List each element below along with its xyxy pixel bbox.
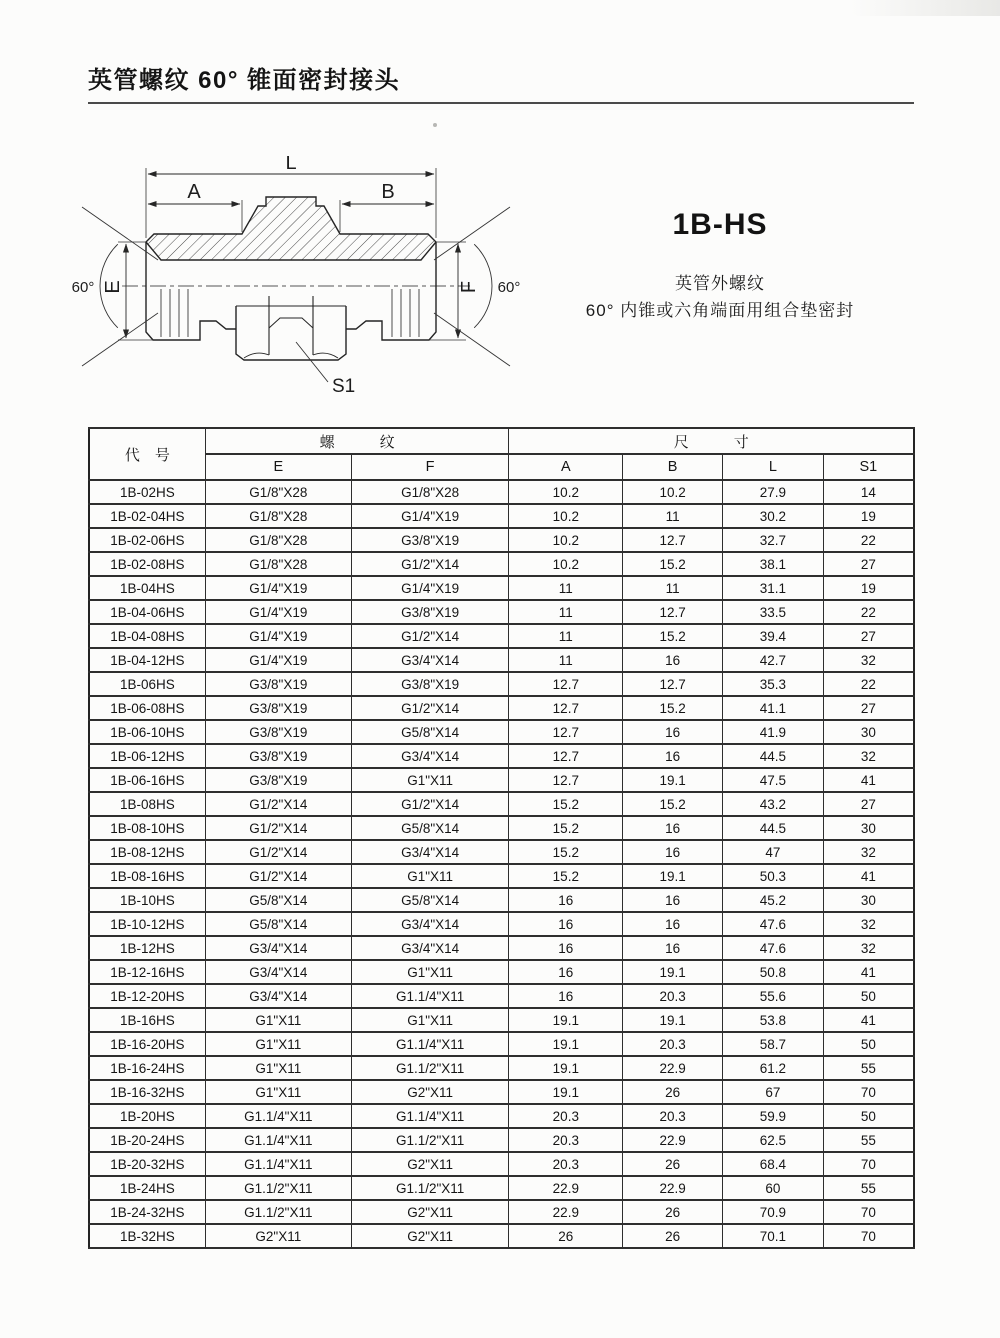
cell-dim-a: 11: [509, 576, 623, 600]
fitting-lower-right: [346, 286, 436, 340]
cell-dim-s1: 70: [823, 1200, 914, 1224]
product-info: [520, 208, 920, 324]
cell-dim-s1: 14: [823, 480, 914, 504]
cell-dim-s1: 32: [823, 744, 914, 768]
cell-dim-a: 19.1: [509, 1080, 623, 1104]
cell-dim-s1: 30: [823, 720, 914, 744]
table-row: [89, 1080, 914, 1104]
cell-dim-b: 15.2: [623, 696, 723, 720]
fitting-lower-left: [146, 286, 236, 340]
cell-thread-f: G1.1/4"X11: [351, 1032, 509, 1056]
cell-dim-s1: 19: [823, 576, 914, 600]
cell-thread-f: G1/2"X14: [351, 792, 509, 816]
cell-thread-e: G1/2"X14: [205, 840, 351, 864]
dim-B: [340, 181, 434, 232]
cell-dim-b: 26: [623, 1200, 723, 1224]
cell-dim-l: 38.1: [723, 552, 824, 576]
cell-dim-l: 47: [723, 840, 824, 864]
cell-dim-s1: 32: [823, 648, 914, 672]
cell-dim-b: 20.3: [623, 984, 723, 1008]
cell-code: 1B-20-32HS: [89, 1152, 205, 1176]
cell-thread-e: G3/4"X14: [205, 936, 351, 960]
cell-dim-b: 26: [623, 1080, 723, 1104]
cell-dim-b: 26: [623, 1152, 723, 1176]
cell-dim-a: 16: [509, 960, 623, 984]
cell-dim-a: 20.3: [509, 1104, 623, 1128]
cell-dim-l: 58.7: [723, 1032, 824, 1056]
cell-dim-a: 15.2: [509, 840, 623, 864]
dim-label-A: A: [187, 181, 201, 203]
cell-dim-b: 15.2: [623, 624, 723, 648]
cell-dim-b: 15.2: [623, 552, 723, 576]
cell-thread-e: G3/8"X19: [205, 672, 351, 696]
cell-code: 1B-06-10HS: [89, 720, 205, 744]
table-row: [89, 480, 914, 504]
cell-thread-f: G2"X11: [351, 1224, 509, 1248]
cell-dim-a: 12.7: [509, 744, 623, 768]
cell-dim-s1: 22: [823, 600, 914, 624]
cell-dim-l: 67: [723, 1080, 824, 1104]
cell-thread-e: G1.1/4"X11: [205, 1104, 351, 1128]
cell-dim-l: 27.9: [723, 480, 824, 504]
table-row: [89, 768, 914, 792]
cell-dim-a: 11: [509, 600, 623, 624]
cell-dim-b: 11: [623, 504, 723, 528]
cell-thread-e: G1/4"X19: [205, 624, 351, 648]
table-row: [89, 1104, 914, 1128]
product-description: [520, 270, 920, 324]
cell-thread-f: G3/4"X14: [351, 840, 509, 864]
table-row: [89, 1008, 914, 1032]
cell-thread-f: G1/8"X28: [351, 480, 509, 504]
cell-dim-s1: 32: [823, 840, 914, 864]
cell-dim-b: 16: [623, 648, 723, 672]
cell-dim-s1: 30: [823, 816, 914, 840]
cell-code: 1B-16-20HS: [89, 1032, 205, 1056]
cell-thread-e: G1.1/2"X11: [205, 1176, 351, 1200]
cell-dim-s1: 32: [823, 936, 914, 960]
cell-dim-s1: 55: [823, 1128, 914, 1152]
cell-dim-a: 12.7: [509, 768, 623, 792]
cell-dim-b: 12.7: [623, 528, 723, 552]
cell-code: 1B-06-16HS: [89, 768, 205, 792]
cell-dim-l: 59.9: [723, 1104, 824, 1128]
cell-thread-e: G5/8"X14: [205, 888, 351, 912]
cell-dim-l: 50.8: [723, 960, 824, 984]
cell-dim-l: 70.1: [723, 1224, 824, 1248]
cell-code: 1B-02-06HS: [89, 528, 205, 552]
dim-label-B: B: [381, 181, 395, 203]
cell-dim-l: 31.1: [723, 576, 824, 600]
cell-code: 1B-16HS: [89, 1008, 205, 1032]
cell-thread-e: G1/2"X14: [205, 864, 351, 888]
cell-dim-a: 19.1: [509, 1056, 623, 1080]
scan-artifact: [850, 0, 1000, 16]
cell-dim-b: 22.9: [623, 1056, 723, 1080]
cell-dim-b: 16: [623, 840, 723, 864]
cell-dim-s1: 27: [823, 552, 914, 576]
header-code: 代 号: [89, 428, 205, 480]
cell-dim-s1: 41: [823, 864, 914, 888]
cell-dim-l: 43.2: [723, 792, 824, 816]
cell-code: 1B-10HS: [89, 888, 205, 912]
cell-dim-a: 12.7: [509, 696, 623, 720]
cell-dim-l: 62.5: [723, 1128, 824, 1152]
cell-dim-l: 47.6: [723, 936, 824, 960]
cell-dim-l: 53.8: [723, 1008, 824, 1032]
cell-thread-e: G1"X11: [205, 1056, 351, 1080]
cell-thread-f: G3/4"X14: [351, 648, 509, 672]
cell-thread-f: G5/8"X14: [351, 720, 509, 744]
cell-thread-e: G3/4"X14: [205, 984, 351, 1008]
dim-label-F: F: [458, 280, 480, 294]
cell-dim-b: 26: [623, 1224, 723, 1248]
table-row: [89, 504, 914, 528]
cell-code: 1B-08-12HS: [89, 840, 205, 864]
cell-dim-l: 33.5: [723, 600, 824, 624]
cell-code: 1B-16-32HS: [89, 1080, 205, 1104]
angle-label-left: 60°: [71, 279, 95, 296]
title-underline: [88, 102, 914, 104]
cell-dim-a: 22.9: [509, 1200, 623, 1224]
cell-thread-e: G3/8"X19: [205, 696, 351, 720]
cell-dim-b: 16: [623, 936, 723, 960]
cell-thread-e: G2"X11: [205, 1224, 351, 1248]
cell-thread-e: G1"X11: [205, 1032, 351, 1056]
cell-thread-e: G1"X11: [205, 1080, 351, 1104]
cell-dim-a: 20.3: [509, 1152, 623, 1176]
header-S1: S1: [823, 454, 914, 480]
cell-thread-f: G2"X11: [351, 1152, 509, 1176]
cell-thread-e: G3/8"X19: [205, 768, 351, 792]
cell-dim-b: 19.1: [623, 1008, 723, 1032]
cell-dim-b: 20.3: [623, 1104, 723, 1128]
cell-dim-b: 11: [623, 576, 723, 600]
cell-thread-f: G3/4"X14: [351, 936, 509, 960]
cell-thread-f: G5/8"X14: [351, 816, 509, 840]
cell-thread-e: G1.1/2"X11: [205, 1200, 351, 1224]
cell-code: 1B-32HS: [89, 1224, 205, 1248]
header-E: E: [205, 454, 351, 480]
cell-thread-e: G5/8"X14: [205, 912, 351, 936]
table-row: [89, 888, 914, 912]
cell-dim-s1: 50: [823, 984, 914, 1008]
cell-code: 1B-24-32HS: [89, 1200, 205, 1224]
table-row: [89, 528, 914, 552]
cell-thread-e: G1/4"X19: [205, 648, 351, 672]
table-row: [89, 648, 914, 672]
cell-dim-s1: 70: [823, 1224, 914, 1248]
cell-thread-f: G2"X11: [351, 1080, 509, 1104]
cell-dim-s1: 27: [823, 696, 914, 720]
cell-dim-a: 22.9: [509, 1176, 623, 1200]
cell-code: 1B-12-16HS: [89, 960, 205, 984]
cell-thread-e: G1"X11: [205, 1008, 351, 1032]
cell-dim-s1: 70: [823, 1152, 914, 1176]
cell-thread-e: G1/2"X14: [205, 816, 351, 840]
cell-dim-l: 41.1: [723, 696, 824, 720]
cell-dim-b: 20.3: [623, 1032, 723, 1056]
cell-dim-s1: 55: [823, 1056, 914, 1080]
cell-dim-l: 50.3: [723, 864, 824, 888]
cell-dim-a: 15.2: [509, 792, 623, 816]
cell-dim-a: 16: [509, 912, 623, 936]
cell-code: 1B-06HS: [89, 672, 205, 696]
cell-dim-b: 16: [623, 744, 723, 768]
cell-thread-f: G1.1/2"X11: [351, 1128, 509, 1152]
cell-thread-e: G1/8"X28: [205, 552, 351, 576]
cell-code: 1B-02-08HS: [89, 552, 205, 576]
table-row: [89, 672, 914, 696]
dim-label-L: L: [285, 156, 297, 174]
cell-dim-l: 68.4: [723, 1152, 824, 1176]
cell-dim-b: 16: [623, 888, 723, 912]
cell-code: 1B-12-20HS: [89, 984, 205, 1008]
cell-dim-s1: 50: [823, 1032, 914, 1056]
cell-dim-a: 16: [509, 888, 623, 912]
cell-code: 1B-04-12HS: [89, 648, 205, 672]
table-row: [89, 1176, 914, 1200]
cell-code: 1B-04-08HS: [89, 624, 205, 648]
cell-thread-f: G1.1/2"X11: [351, 1056, 509, 1080]
cell-code: 1B-06-08HS: [89, 696, 205, 720]
cell-dim-a: 10.2: [509, 504, 623, 528]
cell-thread-e: G1/4"X19: [205, 576, 351, 600]
dim-label-E: E: [102, 280, 124, 294]
cell-dim-s1: 27: [823, 792, 914, 816]
product-code: 1B-HS: [672, 208, 768, 241]
cell-thread-f: G1/2"X14: [351, 552, 509, 576]
cell-thread-f: G1/4"X19: [351, 576, 509, 600]
cell-dim-l: 30.2: [723, 504, 824, 528]
cell-thread-f: G3/8"X19: [351, 528, 509, 552]
cell-thread-f: G3/4"X14: [351, 744, 509, 768]
cell-dim-a: 12.7: [509, 720, 623, 744]
cell-dim-a: 11: [509, 624, 623, 648]
cell-dim-a: 20.3: [509, 1128, 623, 1152]
angle-label-right: 60°: [497, 279, 521, 296]
cell-thread-e: G1/8"X28: [205, 480, 351, 504]
cell-code: 1B-06-12HS: [89, 744, 205, 768]
cell-code: 1B-02HS: [89, 480, 205, 504]
hex-chamfer: [269, 318, 313, 328]
cell-thread-f: G1/2"X14: [351, 624, 509, 648]
cell-dim-s1: 41: [823, 768, 914, 792]
cell-thread-f: G1.1/2"X11: [351, 1176, 509, 1200]
cell-code: 1B-08HS: [89, 792, 205, 816]
header-B: B: [623, 454, 723, 480]
cell-dim-s1: 41: [823, 960, 914, 984]
table-row: [89, 792, 914, 816]
cell-dim-l: 32.7: [723, 528, 824, 552]
cell-dim-s1: 27: [823, 624, 914, 648]
cell-dim-s1: 70: [823, 1080, 914, 1104]
cell-dim-l: 35.3: [723, 672, 824, 696]
table-row: [89, 720, 914, 744]
cell-dim-s1: 50: [823, 1104, 914, 1128]
cell-thread-f: G1.1/4"X11: [351, 984, 509, 1008]
cell-code: 1B-08-16HS: [89, 864, 205, 888]
hex-bottom-arc: [313, 353, 338, 358]
cell-dim-a: 10.2: [509, 528, 623, 552]
table-row: [89, 912, 914, 936]
cell-dim-a: 15.2: [509, 864, 623, 888]
cell-dim-l: 60: [723, 1176, 824, 1200]
cell-dim-l: 39.4: [723, 624, 824, 648]
cell-code: 1B-02-04HS: [89, 504, 205, 528]
cell-dim-b: 10.2: [623, 480, 723, 504]
table-row: [89, 840, 914, 864]
header-A: A: [509, 454, 623, 480]
cell-thread-f: G1"X11: [351, 1008, 509, 1032]
table-row: [89, 744, 914, 768]
cell-thread-f: G1/4"X19: [351, 504, 509, 528]
cell-thread-f: G1"X11: [351, 768, 509, 792]
cell-dim-b: 16: [623, 720, 723, 744]
table-row: [89, 576, 914, 600]
header-thread-group: 螺 纹: [205, 428, 509, 454]
cell-dim-s1: 41: [823, 1008, 914, 1032]
cell-dim-s1: 19: [823, 504, 914, 528]
cell-thread-f: G2"X11: [351, 1200, 509, 1224]
cell-thread-e: G3/4"X14: [205, 960, 351, 984]
hex-bottom-arc: [244, 353, 269, 358]
cell-dim-l: 44.5: [723, 744, 824, 768]
header-size-group: 尺 寸: [509, 428, 914, 454]
cell-dim-l: 44.5: [723, 816, 824, 840]
cell-dim-b: 22.9: [623, 1176, 723, 1200]
page-title: 英管螺纹 60° 锥面密封接头: [88, 67, 401, 94]
cell-thread-f: G3/4"X14: [351, 912, 509, 936]
cell-dim-l: 41.9: [723, 720, 824, 744]
cell-dim-a: 11: [509, 648, 623, 672]
cell-thread-f: G1.1/4"X11: [351, 1104, 509, 1128]
cell-dim-a: 12.7: [509, 672, 623, 696]
cell-thread-e: G1.1/4"X11: [205, 1152, 351, 1176]
cell-code: 1B-20-24HS: [89, 1128, 205, 1152]
cell-thread-e: G1.1/4"X11: [205, 1128, 351, 1152]
cell-thread-f: G5/8"X14: [351, 888, 509, 912]
cell-dim-a: 19.1: [509, 1032, 623, 1056]
scan-artifact: [433, 123, 437, 127]
cell-dim-s1: 22: [823, 528, 914, 552]
table-row: [89, 1032, 914, 1056]
cell-thread-e: G1/8"X28: [205, 504, 351, 528]
cell-dim-b: 12.7: [623, 600, 723, 624]
cell-dim-a: 16: [509, 984, 623, 1008]
hex-silhouette: [236, 306, 346, 360]
cell-code: 1B-12HS: [89, 936, 205, 960]
table-row: [89, 624, 914, 648]
cell-code: 1B-04-06HS: [89, 600, 205, 624]
cell-dim-l: 70.9: [723, 1200, 824, 1224]
cell-dim-l: 47.5: [723, 768, 824, 792]
table-row: [89, 1200, 914, 1224]
cell-dim-l: 42.7: [723, 648, 824, 672]
cell-thread-f: G1"X11: [351, 864, 509, 888]
cell-dim-l: 47.6: [723, 912, 824, 936]
description-line-1: 英管外螺纹: [675, 274, 765, 293]
table-row: [89, 960, 914, 984]
description-line-2: 60° 内锥或六角端面用组合垫密封: [585, 301, 855, 320]
cell-code: 1B-24HS: [89, 1176, 205, 1200]
spec-table-body: [89, 480, 914, 1248]
table-row: [89, 600, 914, 624]
cell-code: 1B-20HS: [89, 1104, 205, 1128]
cell-dim-b: 15.2: [623, 792, 723, 816]
technical-drawing: [66, 156, 526, 401]
cell-thread-e: G1/2"X14: [205, 792, 351, 816]
table-row: [89, 936, 914, 960]
cell-dim-b: 19.1: [623, 768, 723, 792]
cell-code: 1B-10-12HS: [89, 912, 205, 936]
cell-dim-s1: 30: [823, 888, 914, 912]
cell-code: 1B-16-24HS: [89, 1056, 205, 1080]
table-row: [89, 552, 914, 576]
cell-thread-f: G1/2"X14: [351, 696, 509, 720]
table-row: [89, 984, 914, 1008]
cell-dim-a: 10.2: [509, 552, 623, 576]
table-row: [89, 1152, 914, 1176]
fitting-section-upper: [146, 197, 436, 260]
cell-thread-f: G1"X11: [351, 960, 509, 984]
spec-table: [88, 427, 915, 1249]
cell-dim-a: 10.2: [509, 480, 623, 504]
cell-thread-e: G3/8"X19: [205, 744, 351, 768]
cell-dim-b: 16: [623, 816, 723, 840]
cell-dim-a: 26: [509, 1224, 623, 1248]
cell-code: 1B-04HS: [89, 576, 205, 600]
cell-dim-b: 12.7: [623, 672, 723, 696]
table-row: [89, 696, 914, 720]
table-row: [89, 864, 914, 888]
cell-dim-a: 19.1: [509, 1008, 623, 1032]
cell-thread-f: G3/8"X19: [351, 672, 509, 696]
cell-thread-e: G1/4"X19: [205, 600, 351, 624]
cell-dim-s1: 32: [823, 912, 914, 936]
dim-A: [148, 181, 242, 232]
dim-label-S1: S1: [332, 376, 356, 397]
cell-thread-e: G1/8"X28: [205, 528, 351, 552]
cell-dim-b: 16: [623, 912, 723, 936]
cell-code: 1B-08-10HS: [89, 816, 205, 840]
cell-thread-f: G3/8"X19: [351, 600, 509, 624]
header-L: L: [723, 454, 824, 480]
header-F: F: [351, 454, 509, 480]
cell-dim-l: 61.2: [723, 1056, 824, 1080]
table-row: [89, 1224, 914, 1248]
cell-dim-b: 19.1: [623, 960, 723, 984]
cell-dim-l: 45.2: [723, 888, 824, 912]
cell-dim-s1: 55: [823, 1176, 914, 1200]
cell-dim-b: 19.1: [623, 864, 723, 888]
cell-dim-a: 15.2: [509, 816, 623, 840]
table-row: [89, 1056, 914, 1080]
cell-dim-s1: 22: [823, 672, 914, 696]
cell-dim-b: 22.9: [623, 1128, 723, 1152]
cell-thread-e: G3/8"X19: [205, 720, 351, 744]
table-row: [89, 1128, 914, 1152]
cell-dim-l: 55.6: [723, 984, 824, 1008]
cell-dim-a: 16: [509, 936, 623, 960]
spec-table-header: [89, 428, 914, 480]
table-row: [89, 816, 914, 840]
